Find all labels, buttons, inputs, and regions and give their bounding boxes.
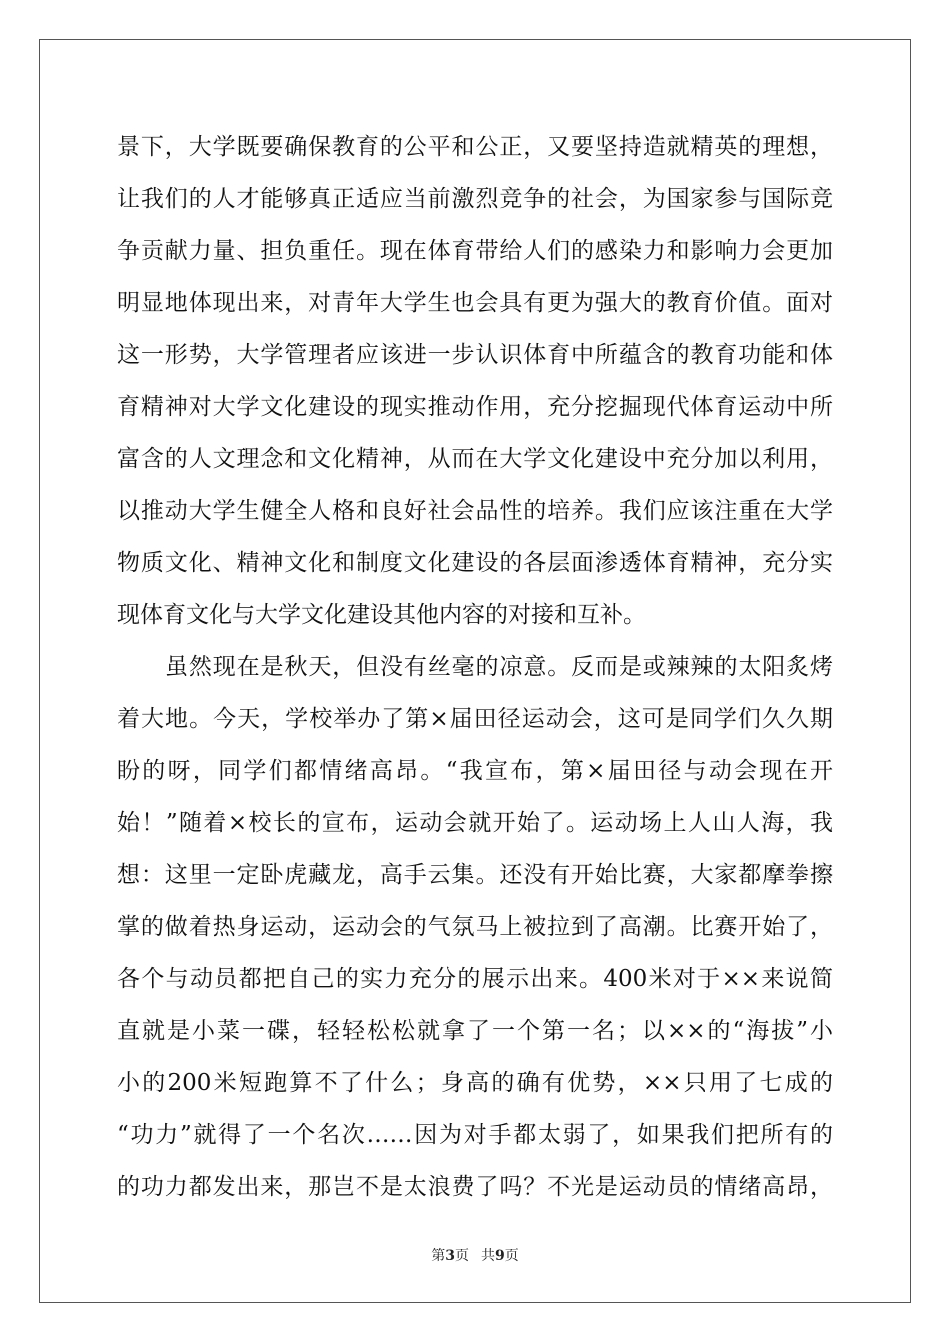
text-line: 物质文化、精神文化和制度文化建设的各层面渗透体育精神，充分实 xyxy=(117,550,833,576)
total-pages: 9 xyxy=(495,1248,505,1264)
text-line: 现体育文化与大学文化建设其他内容的对接和互补。 xyxy=(117,602,646,628)
text-line: 争贡献力量、担负重任。现在体育带给人们的感染力和影响力会更加 xyxy=(117,238,833,264)
text-line: 景下，大学既要确保教育的公平和公正，又要坚持造就精英的理想， xyxy=(117,134,833,160)
text-line: 各个与动员都把自己的实力充分的展示出来。400米对于××来说简 xyxy=(117,966,833,992)
text-line: 让我们的人才能够真正适应当前激烈竞争的社会，为国家参与国际竞 xyxy=(117,186,833,212)
text-line: 直就是小菜一碟，轻轻松松就拿了一个第一名；以××的“海拔”小 xyxy=(117,1018,833,1044)
total-suffix: 页 xyxy=(504,1248,519,1264)
text-line: “功力”就得了一个名次……因为对手都太弱了，如果我们把所有的 xyxy=(117,1122,833,1148)
text-line: 以推动大学生健全人格和良好社会品性的培养。我们应该注重在大学 xyxy=(117,498,833,524)
text-line: 始！”随着×校长的宣布，运动会就开始了。运动场上人山人海，我 xyxy=(117,810,833,836)
page-suffix: 页 xyxy=(455,1248,469,1264)
text-line: 盼的呀，同学们都情绪高昂。“我宣布，第×届田径与动会现在开 xyxy=(117,758,833,784)
text-line: 虽然现在是秋天，但没有丝毫的凉意。反而是或辣辣的太阳炙烤 xyxy=(165,654,833,680)
text-line: 富含的人文理念和文化精神，从而在大学文化建设中充分加以利用， xyxy=(117,446,833,472)
text-line: 的功力都发出来，那岂不是太浪费了吗？不光是运动员的情绪高昂， xyxy=(117,1174,833,1200)
text-line: 着大地。今天，学校举办了第×届田径运动会，这可是同学们久久期 xyxy=(117,706,833,732)
text-line: 这一形势，大学管理者应该进一步认识体育中所蕴含的教育功能和体 xyxy=(117,342,833,368)
page-number: 3 xyxy=(445,1248,455,1264)
text-line: 明显地体现出来，对青年大学生也会具有更为强大的教育价值。面对 xyxy=(117,290,833,316)
text-line: 掌的做着热身运动，运动会的气氛马上被拉到了高潮。比赛开始了， xyxy=(117,914,833,940)
text-line: 小的200米短跑算不了什么；身高的确有优势，××只用了七成的 xyxy=(117,1070,833,1096)
total-prefix: 共 xyxy=(481,1248,495,1264)
text-line: 育精神对大学文化建设的现实推动作用，充分挖掘现代体育运动中所 xyxy=(117,394,833,420)
text-line: 想：这里一定卧虎藏龙，高手云集。还没有开始比赛，大家都摩拳擦 xyxy=(117,862,833,888)
page-footer xyxy=(0,1246,950,1266)
page-prefix: 第 xyxy=(431,1248,446,1264)
